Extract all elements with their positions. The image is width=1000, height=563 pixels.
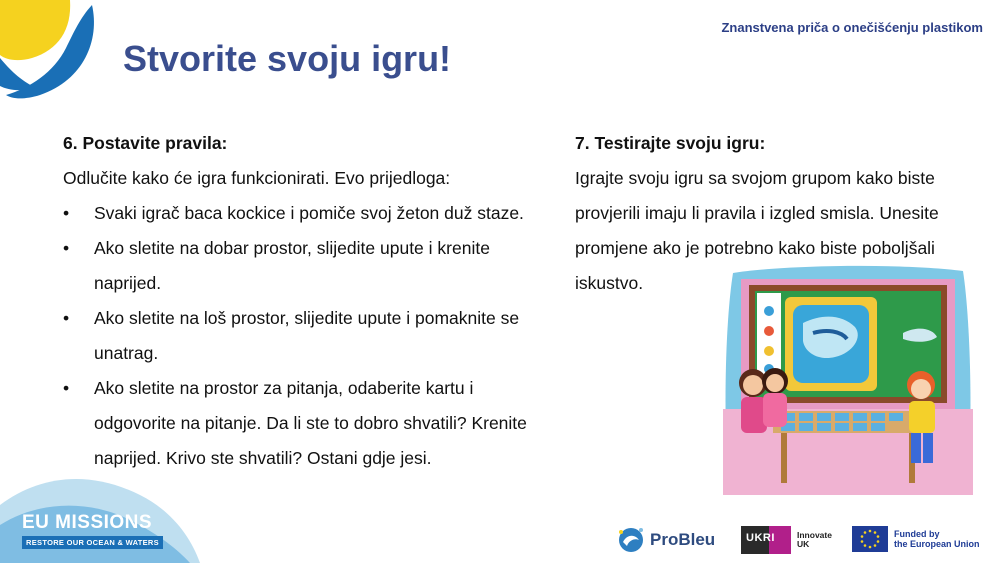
rules-section bbox=[63, 126, 533, 476]
funded-line: Funded by bbox=[894, 529, 940, 539]
list-item: • Ako sletite na loš prostor, slijedite upute i pomaknite se unatrag. bbox=[63, 301, 533, 371]
decorative-logo-shape bbox=[0, 0, 110, 105]
list-item: • Ako sletite na dobar prostor, slijedite upute i krenite naprijed. bbox=[63, 231, 533, 301]
list-item: • Ako sletite na prostor za pitanja, odaberite kartu i odgovorite na pitanje. Da li ste to dobro shvatili? Krenite naprijed. Krivo ste shvatili? Ostani gdje jesi. bbox=[63, 371, 533, 476]
page-title: Stvorite svoju igru! bbox=[123, 38, 452, 79]
rules-list bbox=[63, 196, 533, 476]
children-playing-board-game-illustration bbox=[723, 263, 973, 495]
probleu-wordmark: ProBleu bbox=[650, 530, 716, 549]
list-item: • Svaki igrač baca kockice i pomiče svoj žeton duž staze. bbox=[63, 196, 533, 231]
eu-flag-icon bbox=[852, 526, 888, 552]
probleu-icon bbox=[617, 526, 645, 554]
rules-intro: Odlučite kako će igra funkcionirati. Evo prijedloga: bbox=[63, 168, 451, 188]
sponsor-logos bbox=[617, 526, 980, 554]
testing-body: Igrajte svoju igru sa svojom grupom kako biste provjerili imaju li pravila i izgled smisla. Unesite promjene ako je potrebno kako biste poboljšali iskustvo. bbox=[575, 168, 939, 293]
innovate-uk-logo bbox=[741, 526, 832, 554]
ukri-text: UKRI bbox=[746, 532, 775, 544]
uk-line: UK bbox=[797, 539, 810, 549]
innovate-line: Innovate bbox=[797, 530, 832, 540]
eu-missions-tagline: RESTORE OUR OCEAN & WATERS bbox=[22, 536, 163, 549]
eu-missions-wordmark: EU MISSIONS bbox=[22, 512, 153, 533]
funded-by-eu-logo bbox=[852, 526, 980, 552]
testing-heading: 7. Testirajte svoju igru: bbox=[575, 133, 766, 153]
ukri-mark bbox=[741, 526, 791, 554]
european-union-line: the European Union bbox=[894, 539, 980, 549]
rules-heading: 6. Postavite pravila: bbox=[63, 133, 228, 153]
eu-missions-logo bbox=[22, 512, 163, 549]
probleu-logo bbox=[617, 526, 715, 554]
presentation-topic-title: Znanstvena priča o onečišćenju plastikom bbox=[721, 20, 983, 35]
